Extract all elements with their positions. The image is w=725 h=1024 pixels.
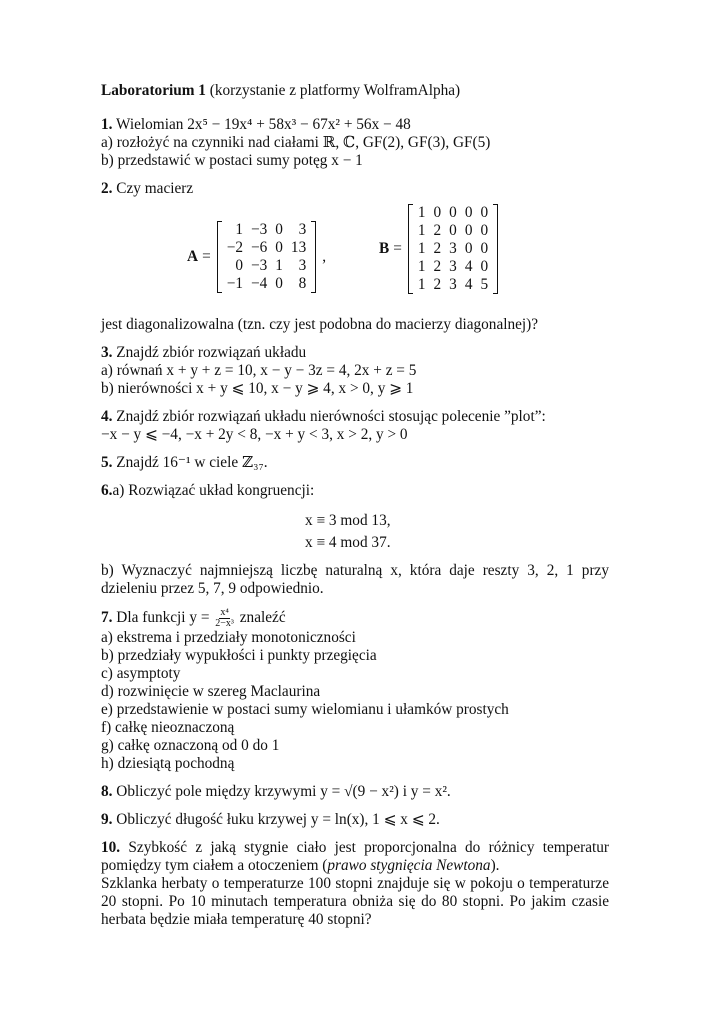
matrix-cell: 2 (433, 222, 442, 239)
document-body (101, 82, 609, 929)
matrix-cell: 0 (480, 204, 489, 221)
problem-item: a) rozłożyć na czynniki nad ciałami ℝ, ℂ, GF(2), GF(3), GF(5) (101, 134, 491, 151)
matrix-cell: 3 (298, 221, 307, 238)
matrix-cell: 2 (433, 240, 442, 257)
matrix-cell: 0 (275, 239, 283, 256)
problem-7-items (101, 629, 609, 773)
matrix-a: A = 1 −3 0 3 −2 −6 0 13 0 −3 1 3 −1 −4 0 8 , (187, 221, 327, 292)
matrix-cell: 3 (449, 276, 457, 293)
matrix-cell: −1 (226, 275, 243, 292)
congruence-2: x ≡ 4 mod 37. (305, 534, 391, 551)
matrix-cell: 0 (235, 257, 243, 274)
fraction: $\frac{\text{x⁴}}{\text{2−x³}}$ (215, 607, 234, 629)
problem-text: Obliczyć długość łuku krzywej y = ln(x), 1 ⩽ x ⩽ 2. (112, 811, 440, 828)
problem-10: 10. Szybkość z jaką stygnie ciało jest proporcjonalna do różnicy temperatur pomiędzy tym ciałem a otoczeniem (prawo stygnięcia Newtona). Szklanka herbaty o temperaturze 100 stopni znajduje się w pokoju o temperaturze 20 stopni. Po 10 minutach temperatura obniża się do 80 stopni. Po jakim czasie herbata będzie miała temperaturę 40 stopni? (101, 839, 609, 928)
problem-text: Wielomian 2x⁵ − 19x⁴ + 58x³ − 67x² + 56x − 48 (112, 116, 411, 133)
problem-2 (101, 180, 609, 334)
matrix-cell: 1 (417, 258, 426, 275)
matrix-row (414, 240, 492, 258)
matrix-cell: 4 (464, 258, 473, 275)
matrix-row (414, 222, 492, 240)
problem-item: b) przedstawić w postaci sumy potęg x − 1 (101, 152, 363, 169)
problem-item: f) całkę nieoznaczoną (101, 719, 235, 736)
problem-text: Czy macierz (112, 180, 194, 197)
matrix-b: B = 1 0 0 0 0 1 2 0 0 0 1 2 3 0 0 1 2 3 4 0 1 2 3 4 5 (379, 204, 498, 294)
matrix-b-table (414, 204, 492, 294)
matrix-row (223, 239, 311, 257)
matrix-a-table (223, 221, 311, 293)
matrix-cell: 0 (480, 240, 489, 257)
problem-item: h) dziesiątą pochodną (101, 755, 235, 772)
matrix-cell: 2 (433, 276, 442, 293)
problem-number: 7. (101, 609, 113, 627)
matrix-row (414, 276, 492, 294)
matrix-cell: 0 (480, 258, 489, 275)
problem-item: b) przedziały wypukłości i punkty przegięcia (101, 647, 377, 664)
problem-number: 4. (101, 408, 113, 425)
problem-number: 8. (101, 783, 113, 800)
problem-text: Znajdź 16⁻¹ w ciele ℤ₃₇. (112, 454, 268, 471)
matrix-row (414, 258, 492, 276)
matrix-cell: −2 (226, 239, 243, 256)
congruence-1: x ≡ 3 mod 13, (305, 512, 391, 529)
matrix-cell: −6 (250, 239, 268, 256)
problem-3 (101, 344, 609, 398)
problem-item: c) asymptoty (101, 665, 181, 682)
matrix-cell: 0 (449, 204, 457, 221)
matrix-cell: −3 (250, 221, 268, 238)
matrix-cell: 1 (235, 221, 243, 238)
matrix-cell: 5 (480, 276, 489, 293)
matrix-cell: 1 (275, 257, 283, 274)
matrix-cell: −3 (250, 257, 268, 274)
matrix-cell: 3 (449, 258, 457, 275)
problem-9 (101, 811, 609, 829)
matrix-cell: 0 (464, 240, 473, 257)
problem-text: jest diagonalizowalna (tzn. czy jest podobna do macierzy diagonalnej)? (101, 316, 539, 333)
problem-item: b) nierówności x + y ⩽ 10, x − y ⩾ 4, x > 0, y ⩾ 1 (101, 380, 414, 397)
problem-text: Znajdź zbiór rozwiązań układu (112, 344, 307, 361)
problem-5 (101, 454, 609, 472)
problem-number: 10. (101, 839, 121, 856)
problem-text: Znajdź zbiór rozwiązań układu nierówności stosując polecenie ”plot”: (112, 408, 546, 425)
matrix-cell: 3 (449, 240, 457, 257)
problem-item: b) Wyznaczyć najmniejszą liczbę naturalną x, która daje reszty 3, 2, 1 przy dzieleniu przez 5, 7, 9 odpowiednio. (101, 562, 609, 597)
page-title: Laboratorium 1 (korzystanie z platformy WolframAlpha) (101, 82, 461, 99)
matrix-cell: 13 (290, 239, 307, 256)
problem-number: 3. (101, 344, 113, 361)
matrix-cell: 4 (464, 276, 473, 293)
matrix-row (101, 204, 609, 314)
matrix-cell: 1 (417, 204, 426, 221)
problem-item: d) rozwinięcie w szereg Maclaurina (101, 683, 321, 700)
problem-item: −x − y ⩽ −4, −x + 2y < 8, −x + y < 3, x > 2, y > 0 (101, 426, 408, 443)
problem-number: 2. (101, 180, 113, 197)
matrix-row (223, 221, 311, 239)
matrix-cell: 1 (417, 222, 426, 239)
matrix-cell: 0 (433, 204, 442, 221)
problem-item: a) równań x + y + z = 10, x − y − 3z = 4, 2x + z = 5 (101, 362, 417, 379)
problem-number: 1. (101, 116, 113, 133)
problem-number: 6. (101, 482, 113, 499)
problem-1 (101, 116, 609, 170)
problem-number: 5. (101, 454, 113, 471)
matrix-row (223, 257, 311, 275)
matrix-cell: 0 (275, 221, 283, 238)
matrix-cell: 2 (433, 258, 442, 275)
problem-4 (101, 408, 609, 444)
problem-text: Szklanka herbaty o temperaturze 100 stopni znajduje się w pokoju o temperaturze 20 stopni. Po 10 minutach temperatura obniża się do 80 stopni. Po jakim czasie herbata będzie miała temperaturę 40 stopni? (101, 875, 609, 928)
problem-item: g) całkę oznaczoną od 0 do 1 (101, 737, 280, 754)
matrix-cell: 0 (275, 275, 283, 292)
problem-number: 9. (101, 811, 113, 828)
problem-item: a) ekstrema i przedziały monotoniczności (101, 629, 356, 646)
matrix-row (414, 204, 492, 222)
matrix-row (223, 275, 311, 293)
matrix-cell: 3 (298, 257, 307, 274)
problem-8 (101, 783, 609, 801)
problem-7: 7. Dla funkcji y = $\frac{\text{x⁴}}{\text{2−x³}}$ znaleźć a) ekstrema i przedziały monotoniczności b) przedziały wypukłości i punkty przegięcia c) asymptoty d) rozwinięcie w szereg Maclaurina e) przedstawienie w postaci sumy wielomianu i ułamków prostych f) całkę nieoznaczoną g) całkę oznaczoną od 0 do 1 h) dziesiątą pochodną (101, 608, 609, 773)
matrix-cell: 0 (464, 222, 473, 239)
matrix-cell: 0 (480, 222, 489, 239)
matrix-cell: −4 (250, 275, 268, 292)
problem-text: a) Rozwiązać układ kongruencji: (112, 482, 315, 499)
problem-text: Obliczyć pole między krzywymi y = √(9 − x²) i y = x². (112, 783, 451, 800)
matrix-cell: 0 (449, 222, 457, 239)
matrix-cell: 0 (464, 204, 473, 221)
problem-item: e) przedstawienie w postaci sumy wielomianu i ułamków prostych (101, 701, 509, 718)
problem-6 (101, 482, 609, 598)
matrix-cell: 8 (298, 275, 307, 292)
matrix-cell: 1 (417, 276, 426, 293)
matrix-cell: 1 (417, 240, 426, 257)
